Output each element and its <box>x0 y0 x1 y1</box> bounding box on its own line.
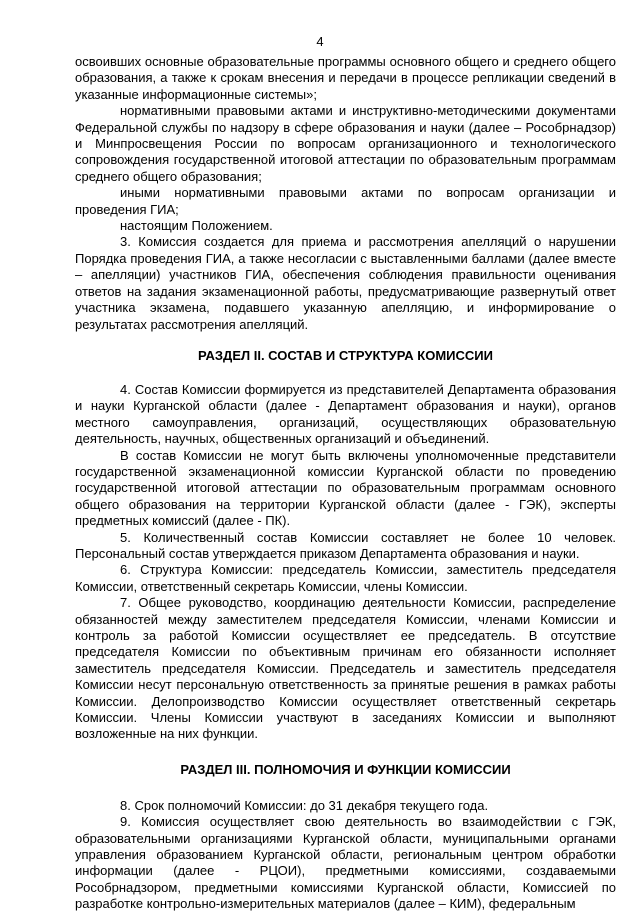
paragraph: 7. Общее руководство, координацию деятельности Комиссии, распределение обязанностей между заместителем председателя Комиссии, членами Комиссии и контроль за работой Комиссии осуществляет ее председатель. В отсутствие председателя Комиссии по объективным причинам его обязанности исполняет заместитель председателя Комиссии. Председатель и заместитель председателя Комиссии несут персональную ответственность за принятые решения в рамках работы Комиссии. Делопроизводство Комиссии осуществляет ответственный секретарь Комиссии. Члены Комиссии участвуют в заседаниях Комиссии и выполняют возложенные на них функции. <box>75 595 616 742</box>
paragraph: 6. Структура Комиссии: председатель Комиссии, заместитель председателя Комиссии, ответственный секретарь Комиссии, члены Комиссии. <box>75 562 616 594</box>
paragraph: 9. Комиссия осуществляет свою деятельность во взаимодействии с ГЭК, образовательными организациями Курганской области, муниципальными органами управления образованием Курганской области, региональным центром обработки информации (далее - РЦОИ), предметными комиссиями, создаваемыми Рособрнадзором, предметными комиссиями Курганской области, Комиссией по разработке контрольно-измерительных материалов (далее – КИМ), федеральным <box>75 814 616 912</box>
paragraph: 3. Комиссия создается для приема и рассмотрения апелляций о нарушении Порядка проведения ГИА, а также несогласии с выставленными баллами (далее вместе – апелляции) участников ГИА, обеспечения соблюдения правильности оценивания ответов на задания экзаменационной работы, предусматривающие развернутый ответ участника экзамена, подавшего указанную апелляцию, и информирование о результатах рассмотрения апелляций. <box>75 234 616 332</box>
paragraph: 8. Срок полномочий Комиссии: до 31 декабря текущего года. <box>120 797 489 813</box>
paragraph: освоивших основные образовательные программы основного общего и среднего общего образования, а также к срокам внесения и передачи в процессе репликации сведений в указанные информационные системы»; <box>75 54 616 102</box>
page-number: 4 <box>316 34 324 49</box>
paragraph: 5. Количественный состав Комиссии составляет не более 10 человек. Персональный состав утверждается приказом Департамента образования и науки. <box>75 529 616 561</box>
section-heading: РАЗДЕЛ III. ПОЛНОМОЧИЯ И ФУНКЦИИ КОМИССИИ <box>180 761 511 777</box>
paragraph: настоящим Положением. <box>120 218 273 234</box>
section-heading: РАЗДЕЛ II. СОСТАВ И СТРУКТУРА КОМИССИИ <box>198 347 493 363</box>
paragraph: нормативными правовыми актами и инструктивно-методическими документами Федеральной службы по надзору в сфере образования и науки (далее – Рособрнадзор) и Минпросвещения России по вопросам организационного и технологического сопровождения государственной итоговой аттестации по образовательным программам среднего общего образования; <box>75 103 616 184</box>
paragraph: 4. Состав Комиссии формируется из представителей Департамента образования и науки Курганской области (далее - Департамент образования и науки), органов местного самоуправления, организаций, осуществляющих образовательную деятельность, научных, общественных организаций и объединений. <box>75 381 616 447</box>
paragraph: иными нормативными правовыми актами по вопросам организации и проведения ГИА; <box>75 185 616 217</box>
document-body <box>75 54 616 913</box>
paragraph: В состав Комиссии не могут быть включены уполномоченные представители государственной экзаменационной комиссии Курганской области по проведению государственной итоговой аттестации по образовательным программам основного общего образования на территории Курганской области (далее - ГЭК), эксперты предметных комиссий (далее - ПК). <box>75 447 616 529</box>
